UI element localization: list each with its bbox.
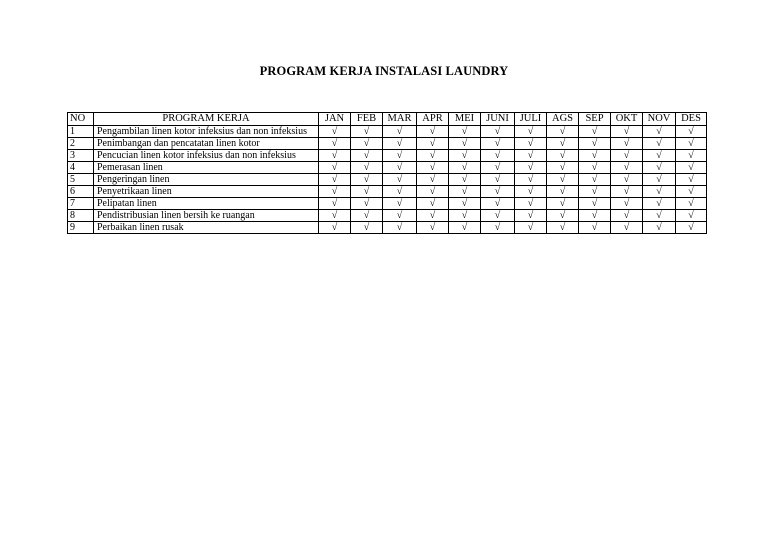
table-row xyxy=(68,126,707,138)
check-mark-cell: √ xyxy=(449,150,481,162)
check-mark-cell: √ xyxy=(643,162,676,174)
check-mark-cell: √ xyxy=(515,222,547,234)
check-mark-cell: √ xyxy=(449,210,481,222)
check-mark-cell: √ xyxy=(643,198,676,210)
check-mark-cell: √ xyxy=(383,174,417,186)
check-mark-cell: √ xyxy=(643,186,676,198)
check-mark-cell: √ xyxy=(643,126,676,138)
check-mark-cell: √ xyxy=(611,162,643,174)
check-mark-cell: √ xyxy=(611,138,643,150)
check-mark-cell: √ xyxy=(515,210,547,222)
check-mark-cell: √ xyxy=(547,210,579,222)
table-row xyxy=(68,222,707,234)
check-mark-cell: √ xyxy=(417,138,449,150)
row-number: 1 xyxy=(68,126,94,138)
check-mark-cell: √ xyxy=(515,174,547,186)
check-mark-cell: √ xyxy=(579,198,611,210)
check-mark-cell: √ xyxy=(319,126,351,138)
table-body xyxy=(68,126,707,234)
row-number: 5 xyxy=(68,174,94,186)
check-mark-cell: √ xyxy=(319,162,351,174)
check-mark-cell: √ xyxy=(481,186,515,198)
header-no: NO xyxy=(68,113,94,126)
check-mark-cell: √ xyxy=(351,222,383,234)
header-month: MAR xyxy=(383,113,417,126)
check-mark-cell: √ xyxy=(351,162,383,174)
program-name: Penyetrikaan linen xyxy=(94,186,319,198)
check-mark-cell: √ xyxy=(676,162,707,174)
header-month: JAN xyxy=(319,113,351,126)
document-title: PROGRAM KERJA INSTALASI LAUNDRY xyxy=(259,64,509,78)
check-mark-cell: √ xyxy=(383,222,417,234)
program-table xyxy=(67,112,707,234)
check-mark-cell: √ xyxy=(643,150,676,162)
check-mark-cell: √ xyxy=(481,198,515,210)
check-mark-cell: √ xyxy=(481,150,515,162)
check-mark-cell: √ xyxy=(611,198,643,210)
header-program: PROGRAM KERJA xyxy=(94,113,319,126)
check-mark-cell: √ xyxy=(351,210,383,222)
check-mark-cell: √ xyxy=(515,138,547,150)
table-row xyxy=(68,138,707,150)
header-month: OKT xyxy=(611,113,643,126)
check-mark-cell: √ xyxy=(611,186,643,198)
check-mark-cell: √ xyxy=(319,186,351,198)
check-mark-cell: √ xyxy=(319,198,351,210)
check-mark-cell: √ xyxy=(383,138,417,150)
check-mark-cell: √ xyxy=(676,186,707,198)
check-mark-cell: √ xyxy=(417,126,449,138)
check-mark-cell: √ xyxy=(319,150,351,162)
check-mark-cell: √ xyxy=(417,222,449,234)
row-number: 9 xyxy=(68,222,94,234)
check-mark-cell: √ xyxy=(611,222,643,234)
check-mark-cell: √ xyxy=(515,186,547,198)
check-mark-cell: √ xyxy=(351,198,383,210)
check-mark-cell: √ xyxy=(417,186,449,198)
check-mark-cell: √ xyxy=(676,126,707,138)
check-mark-cell: √ xyxy=(547,138,579,150)
check-mark-cell: √ xyxy=(579,210,611,222)
check-mark-cell: √ xyxy=(643,210,676,222)
check-mark-cell: √ xyxy=(579,126,611,138)
check-mark-cell: √ xyxy=(319,210,351,222)
check-mark-cell: √ xyxy=(481,222,515,234)
check-mark-cell: √ xyxy=(643,222,676,234)
check-mark-cell: √ xyxy=(449,126,481,138)
check-mark-cell: √ xyxy=(579,162,611,174)
check-mark-cell: √ xyxy=(579,222,611,234)
check-mark-cell: √ xyxy=(579,150,611,162)
program-name: Pengambilan linen kotor infeksius dan non infeksius xyxy=(94,126,319,138)
check-mark-cell: √ xyxy=(643,138,676,150)
check-mark-cell: √ xyxy=(547,186,579,198)
row-number: 4 xyxy=(68,162,94,174)
check-mark-cell: √ xyxy=(449,138,481,150)
header-month: SEP xyxy=(579,113,611,126)
header-month: JULI xyxy=(515,113,547,126)
check-mark-cell: √ xyxy=(643,174,676,186)
header-month: AGS xyxy=(547,113,579,126)
check-mark-cell: √ xyxy=(676,210,707,222)
table-row xyxy=(68,210,707,222)
check-mark-cell: √ xyxy=(547,150,579,162)
check-mark-cell: √ xyxy=(579,174,611,186)
check-mark-cell: √ xyxy=(417,210,449,222)
row-number: 7 xyxy=(68,198,94,210)
row-number: 6 xyxy=(68,186,94,198)
row-number: 3 xyxy=(68,150,94,162)
check-mark-cell: √ xyxy=(351,126,383,138)
program-name: Pendistribusian linen bersih ke ruangan xyxy=(94,210,319,222)
table-row xyxy=(68,186,707,198)
check-mark-cell: √ xyxy=(449,222,481,234)
check-mark-cell: √ xyxy=(351,150,383,162)
check-mark-cell: √ xyxy=(383,186,417,198)
check-mark-cell: √ xyxy=(481,210,515,222)
check-mark-cell: √ xyxy=(351,174,383,186)
program-name: Pencucian linen kotor infeksius dan non infeksius xyxy=(94,150,319,162)
check-mark-cell: √ xyxy=(676,198,707,210)
table-row xyxy=(68,150,707,162)
check-mark-cell: √ xyxy=(383,198,417,210)
header-month: DES xyxy=(676,113,707,126)
check-mark-cell: √ xyxy=(547,126,579,138)
check-mark-cell: √ xyxy=(383,126,417,138)
header-month: JUNI xyxy=(481,113,515,126)
check-mark-cell: √ xyxy=(611,150,643,162)
row-number: 2 xyxy=(68,138,94,150)
check-mark-cell: √ xyxy=(676,222,707,234)
check-mark-cell: √ xyxy=(481,126,515,138)
check-mark-cell: √ xyxy=(417,198,449,210)
check-mark-cell: √ xyxy=(611,126,643,138)
header-month: MEI xyxy=(449,113,481,126)
header-month: APR xyxy=(417,113,449,126)
check-mark-cell: √ xyxy=(515,150,547,162)
check-mark-cell: √ xyxy=(449,162,481,174)
check-mark-cell: √ xyxy=(515,162,547,174)
check-mark-cell: √ xyxy=(579,138,611,150)
header-month: NOV xyxy=(643,113,676,126)
check-mark-cell: √ xyxy=(611,210,643,222)
check-mark-cell: √ xyxy=(676,150,707,162)
header-month: FEB xyxy=(351,113,383,126)
check-mark-cell: √ xyxy=(449,186,481,198)
table-row xyxy=(68,162,707,174)
check-mark-cell: √ xyxy=(417,162,449,174)
check-mark-cell: √ xyxy=(515,126,547,138)
table-header-row xyxy=(68,113,707,126)
program-name: Penimbangan dan pencatatan linen kotor xyxy=(94,138,319,150)
program-name: Pengeringan linen xyxy=(94,174,319,186)
check-mark-cell: √ xyxy=(547,198,579,210)
table-row xyxy=(68,198,707,210)
check-mark-cell: √ xyxy=(417,174,449,186)
check-mark-cell: √ xyxy=(579,186,611,198)
check-mark-cell: √ xyxy=(319,174,351,186)
check-mark-cell: √ xyxy=(547,174,579,186)
check-mark-cell: √ xyxy=(611,174,643,186)
check-mark-cell: √ xyxy=(547,162,579,174)
check-mark-cell: √ xyxy=(383,210,417,222)
check-mark-cell: √ xyxy=(481,174,515,186)
table-row xyxy=(68,174,707,186)
check-mark-cell: √ xyxy=(481,162,515,174)
program-name: Pelipatan linen xyxy=(94,198,319,210)
check-mark-cell: √ xyxy=(676,174,707,186)
check-mark-cell: √ xyxy=(383,150,417,162)
check-mark-cell: √ xyxy=(676,138,707,150)
program-name: Perbaikan linen rusak xyxy=(94,222,319,234)
check-mark-cell: √ xyxy=(449,198,481,210)
check-mark-cell: √ xyxy=(319,138,351,150)
check-mark-cell: √ xyxy=(351,138,383,150)
program-name: Pemerasan linen xyxy=(94,162,319,174)
check-mark-cell: √ xyxy=(319,222,351,234)
check-mark-cell: √ xyxy=(449,174,481,186)
check-mark-cell: √ xyxy=(351,186,383,198)
check-mark-cell: √ xyxy=(417,150,449,162)
check-mark-cell: √ xyxy=(481,138,515,150)
check-mark-cell: √ xyxy=(383,162,417,174)
check-mark-cell: √ xyxy=(547,222,579,234)
row-number: 8 xyxy=(68,210,94,222)
check-mark-cell: √ xyxy=(515,198,547,210)
